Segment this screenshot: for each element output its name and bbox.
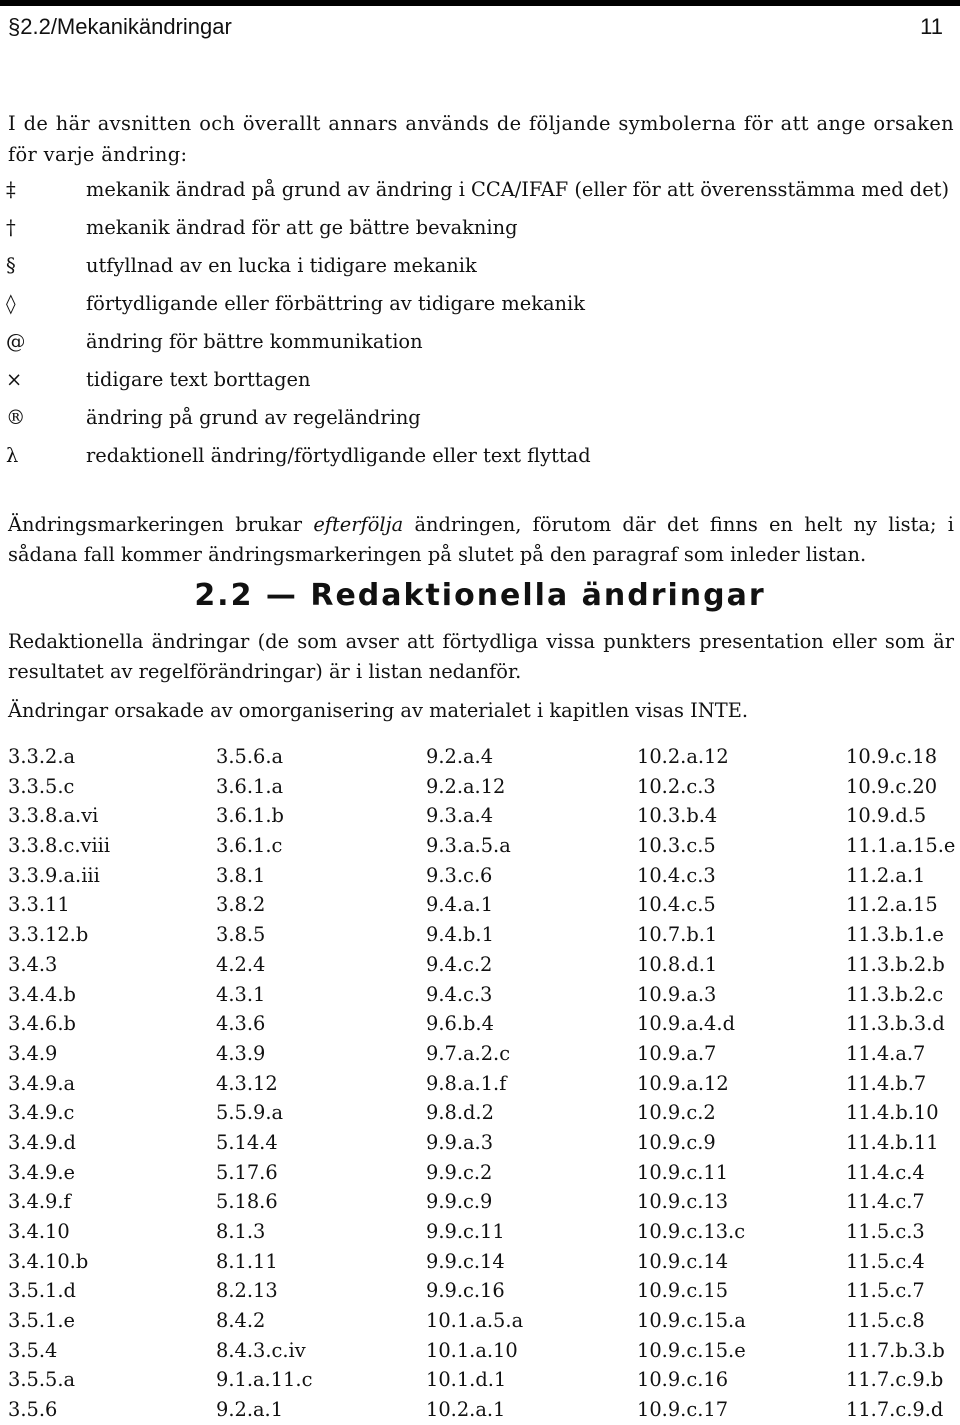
reference-item: 8.1.3 [216, 1220, 266, 1243]
legend-item [0, 212, 960, 243]
reference-item: 3.5.6 [8, 1398, 58, 1422]
legend-text: tidigare text borttagen [86, 368, 311, 391]
lambda-icon: λ [6, 444, 19, 467]
reference-item: 5.17.6 [216, 1160, 278, 1184]
reference-item: 10.9.a.7 [637, 1041, 717, 1065]
reference-item: 11.4.b.7 [846, 1071, 927, 1095]
reference-item: 3.6.1.c [216, 834, 283, 858]
reference-column [426, 742, 523, 1425]
reference-item: 4.2.4 [216, 952, 266, 976]
marker-note-before: Ändringsmarkeringen brukar [8, 513, 314, 536]
reference-item: 11.5.c.7 [846, 1279, 925, 1303]
reference-item: 3.4.10 [8, 1220, 70, 1243]
reference-item: 3.3.5.c [8, 774, 75, 798]
reference-item: 4.3.12 [216, 1071, 278, 1095]
legend-text: utfyllnad av en lucka i tidigare mekanik [86, 254, 477, 277]
reference-item: 10.9.a.4.d [637, 1012, 735, 1036]
reference-item: 10.9.c.11 [637, 1160, 729, 1184]
reference-item: 3.4.4.b [8, 982, 76, 1006]
reference-item: 10.4.c.5 [637, 893, 716, 917]
reference-item: 11.7.c.9.b [846, 1368, 944, 1392]
reference-item: 11.2.a.15 [846, 893, 938, 917]
reference-item: 3.4.9.e [8, 1160, 75, 1184]
reference-item: 9.2.a.1 [216, 1398, 284, 1422]
legend-text: redaktionell ändring/förtydligande eller text flyttad [86, 444, 591, 467]
reference-item: 10.3.b.4 [637, 804, 718, 828]
legend-item [0, 440, 960, 471]
intro-paragraph: I de här avsnitten och överallt annars används de följande symbolerna för att ange orsaken för varje ändring: [8, 112, 954, 166]
reference-item: 3.3.11 [8, 893, 70, 917]
reference-item: 5.14.4 [216, 1130, 278, 1154]
reference-item: 9.9.c.14 [426, 1249, 505, 1273]
reference-item: 9.3.c.6 [426, 863, 493, 887]
lozenge-icon: ◊ [6, 292, 16, 315]
reference-item: 3.4.3 [8, 952, 58, 976]
page-header [0, 6, 960, 44]
reference-item: 11.4.c.7 [846, 1190, 925, 1214]
reference-item: 3.4.9.d [8, 1130, 76, 1154]
reference-item: 11.7.b.3.b [846, 1338, 945, 1362]
reference-item: 10.9.d.5 [846, 804, 927, 828]
reference-item: 10.9.c.9 [637, 1130, 716, 1154]
marker-note [8, 510, 954, 570]
reference-column [846, 742, 955, 1425]
reference-item: 3.5.5.a [8, 1368, 76, 1392]
reference-item: 3.8.2 [216, 893, 266, 917]
section-paragraph: Redaktionella ändringar (de som avser att förtydliga vissa punkters presentation eller som är resultatet av regelförändringar) är i listan nedanför. [8, 630, 954, 683]
symbol-legend [0, 174, 960, 471]
reference-item: 3.4.6.b [8, 1012, 76, 1036]
reference-item: 9.4.c.2 [426, 952, 493, 976]
section-label: §2.2/Mekanikändringar [8, 14, 232, 39]
legend-item [0, 174, 960, 205]
reference-item: 9.9.c.16 [426, 1279, 505, 1303]
reference-item: 11.2.a.1 [846, 863, 926, 887]
reference-item: 10.9.a.3 [637, 982, 717, 1006]
reference-item: 11.4.c.4 [846, 1160, 925, 1184]
reference-item: 9.8.a.1.f [426, 1071, 507, 1095]
reference-item: 10.9.c.16 [637, 1368, 729, 1392]
multiplication-sign-icon: × [6, 368, 23, 391]
reference-item: 9.1.a.11.c [216, 1368, 313, 1392]
reference-item: 3.8.5 [216, 923, 266, 947]
reference-item: 4.3.6 [216, 1012, 266, 1036]
reference-item: 10.3.c.5 [637, 834, 716, 858]
reference-item: 10.9.a.12 [637, 1071, 729, 1095]
reference-item: 9.4.a.1 [426, 893, 494, 917]
reference-column [637, 742, 746, 1425]
reference-column [216, 742, 312, 1425]
reference-item: 11.7.c.9.d [846, 1398, 944, 1422]
reference-item: 3.5.6.a [216, 745, 284, 768]
reference-item: 10.9.c.2 [637, 1101, 716, 1125]
legend-text: ändring för bättre kommunikation [86, 330, 423, 353]
reference-item: 3.4.9.f [8, 1190, 71, 1214]
reference-item: 11.1.a.15.e [846, 834, 956, 858]
double-dagger-icon: ‡ [6, 178, 16, 201]
legend-text: mekanik ändrad för att ge bättre bevakning [86, 216, 518, 239]
reference-item: 9.9.a.3 [426, 1130, 494, 1154]
reference-item: 10.2.a.12 [637, 745, 729, 768]
reference-item: 8.1.11 [216, 1249, 278, 1273]
reference-item: 3.4.9 [8, 1041, 58, 1065]
reference-item: 10.9.c.15.a [637, 1309, 746, 1333]
reference-item: 11.3.b.3.d [846, 1012, 945, 1036]
reference-item: 10.8.d.1 [637, 952, 718, 976]
reference-item: 3.3.12.b [8, 923, 89, 947]
section-heading: 2.2 — Redaktionella ändringar [194, 578, 766, 613]
legend-text: förtydligande eller förbättring av tidigare mekanik [86, 292, 585, 315]
reference-item: 9.4.b.1 [426, 923, 494, 947]
reference-item: 8.2.13 [216, 1279, 278, 1303]
reference-item: 10.7.b.1 [637, 923, 718, 947]
marker-note-after: ändringen, förutom där det finns en helt ny lista; i sådana fall kommer ändringsmarkeringen på slutet på den paragraf som inleder listan. [8, 513, 954, 566]
reference-item: 9.6.b.4 [426, 1012, 494, 1036]
legend-item [0, 250, 960, 281]
reference-item: 5.5.9.a [216, 1101, 284, 1125]
reference-item: 10.9.c.18 [846, 745, 938, 768]
reference-item: 10.9.c.13.c [637, 1220, 746, 1243]
reference-item: 9.9.c.11 [426, 1220, 505, 1243]
reference-item: 8.4.2 [216, 1309, 266, 1333]
reference-item: 11.3.b.1.e [846, 923, 944, 947]
reference-item: 3.8.1 [216, 863, 266, 887]
dagger-icon: † [6, 216, 16, 239]
reference-item: 10.9.c.14 [637, 1249, 729, 1273]
page-number: 11 [920, 14, 943, 39]
reference-item: 11.4.b.11 [846, 1130, 939, 1154]
reference-item: 3.4.9.c [8, 1101, 75, 1125]
reference-item: 11.5.c.8 [846, 1309, 925, 1333]
reference-item: 9.3.a.5.a [426, 834, 511, 858]
reference-item: 3.5.4 [8, 1338, 58, 1362]
reference-item: 11.5.c.4 [846, 1249, 925, 1273]
reference-item: 9.8.d.2 [426, 1101, 494, 1125]
reference-item: 10.9.c.20 [846, 774, 938, 798]
reference-item: 9.3.a.4 [426, 804, 494, 828]
reference-item: 11.5.c.3 [846, 1220, 925, 1243]
reference-item: 9.9.c.2 [426, 1160, 493, 1184]
reference-item: 3.3.8.a.vi [8, 804, 99, 828]
reference-item: 10.9.c.15.e [637, 1338, 746, 1362]
legend-item [0, 364, 960, 395]
reference-item: 9.2.a.4 [426, 745, 494, 768]
reference-item: 9.4.c.3 [426, 982, 493, 1006]
reference-item: 9.7.a.2.c [426, 1041, 511, 1065]
reference-item: 3.4.9.a [8, 1071, 76, 1095]
reference-item: 4.3.9 [216, 1041, 266, 1065]
registered-sign-icon: ® [6, 406, 26, 429]
reference-item: 3.3.9.a.iii [8, 863, 100, 887]
reference-column [8, 742, 110, 1425]
reference-item: 3.5.1.e [8, 1309, 75, 1333]
reference-item: 10.1.a.10 [426, 1338, 518, 1362]
reference-item: 11.4.a.7 [846, 1041, 926, 1065]
marker-note-italic: efterfölja [313, 513, 404, 536]
reference-item: 10.4.c.3 [637, 863, 716, 887]
reference-item: 3.6.1.a [216, 774, 284, 798]
reference-item: 3.3.2.a [8, 745, 76, 768]
reference-item: 9.9.c.9 [426, 1190, 493, 1214]
legend-item [0, 402, 960, 433]
reference-item: 10.9.c.15 [637, 1279, 729, 1303]
reference-item: 3.5.1.d [8, 1279, 76, 1303]
reference-item: 10.9.c.17 [637, 1398, 729, 1422]
section-sign-icon: § [6, 254, 16, 277]
reference-item: 10.2.a.1 [426, 1398, 506, 1422]
reference-item: 10.1.d.1 [426, 1368, 507, 1392]
at-sign-icon: @ [6, 330, 26, 353]
reference-item: 3.4.10.b [8, 1249, 89, 1273]
reference-item: 3.3.8.c.viii [8, 834, 111, 858]
reference-item: 10.9.c.13 [637, 1190, 729, 1214]
legend-text: mekanik ändrad på grund av ändring i CCA/IFAF (eller för att överensstämma med det) [86, 178, 950, 201]
legend-item [0, 288, 960, 319]
reference-item: 4.3.1 [216, 982, 266, 1006]
reference-item: 5.18.6 [216, 1190, 278, 1214]
reference-item: 9.2.a.12 [426, 774, 506, 798]
reference-item: 10.2.c.3 [637, 774, 716, 798]
reference-item: 11.4.b.10 [846, 1101, 939, 1125]
reference-item: 10.1.a.5.a [426, 1309, 524, 1333]
legend-text: ändring på grund av regeländring [86, 406, 421, 429]
reference-item: 11.3.b.2.c [846, 982, 944, 1006]
reference-item: 8.4.3.c.iv [216, 1338, 306, 1362]
legend-item [0, 326, 960, 357]
reference-item: 3.6.1.b [216, 804, 284, 828]
reference-item: 11.3.b.2.b [846, 952, 945, 976]
section-note: Ändringar orsakade av omorganisering av materialet i kapitlen visas INTE. [8, 699, 749, 722]
